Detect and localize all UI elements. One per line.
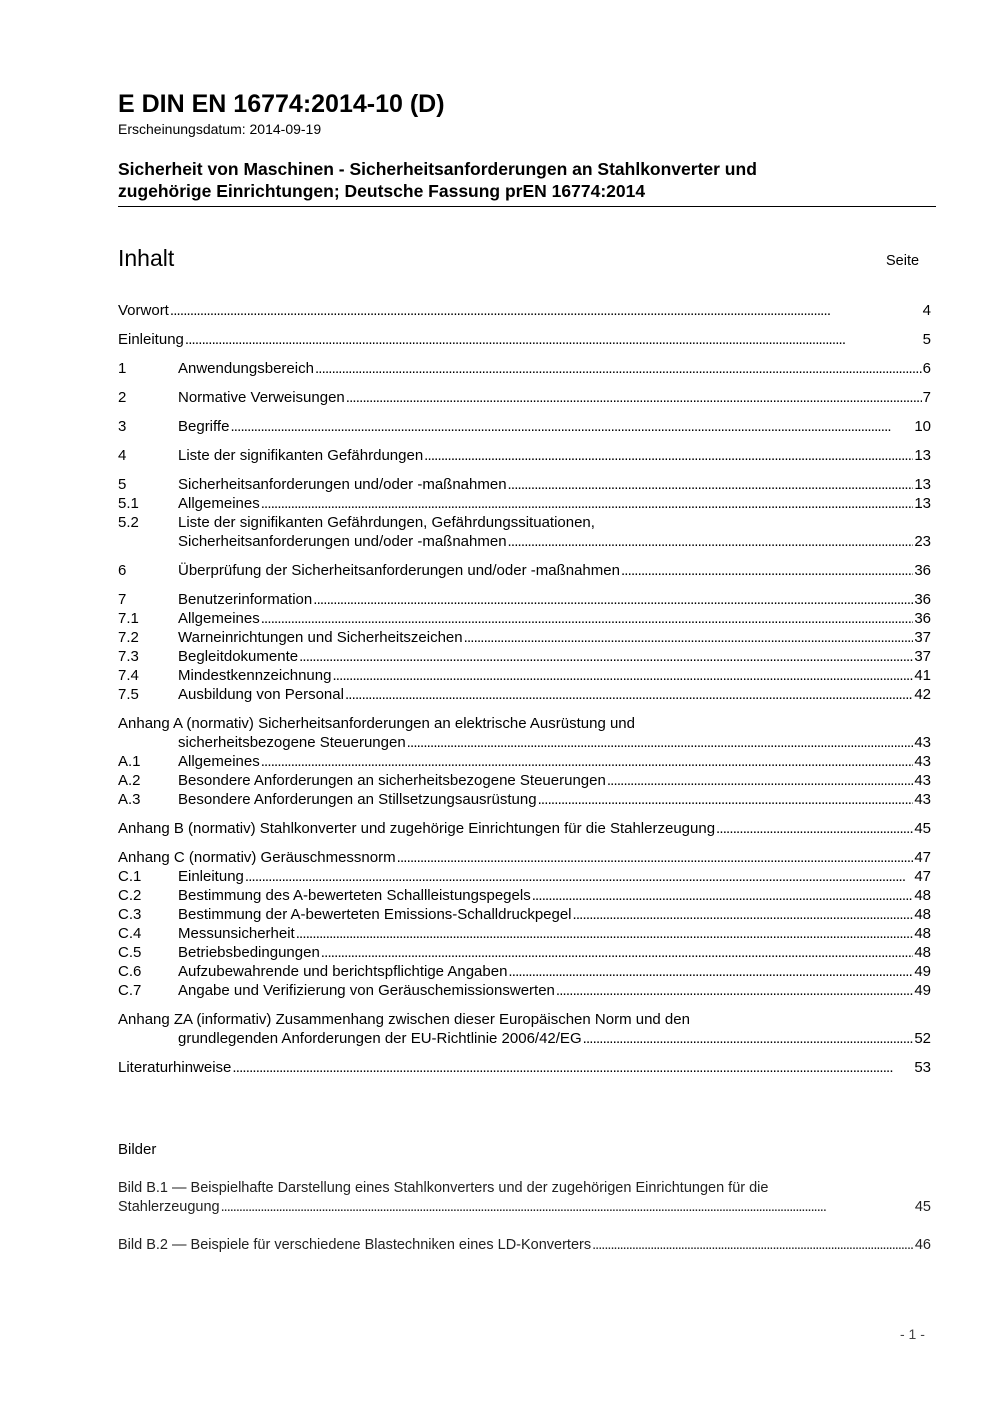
toc-entry[interactable] (118, 685, 931, 704)
toc-leader-dots (607, 771, 913, 790)
toc-leader-dots (261, 752, 914, 771)
toc-entry-title: Betriebsbedingungen (178, 944, 320, 961)
toc-entry-number: 7.2 (118, 629, 139, 646)
toc-leader-dots (345, 685, 913, 704)
toc-entry-number: 4 (118, 447, 127, 464)
toc-entry-number: C.4 (118, 925, 142, 942)
toc-entry-page: 13 (914, 476, 931, 493)
toc-entry-number: 7.1 (118, 610, 139, 627)
toc-entry-title: Messunsicherheit (178, 925, 295, 942)
toc-leader-dots (346, 388, 922, 407)
toc-entry[interactable] (118, 301, 931, 320)
toc-entry[interactable] (118, 714, 931, 733)
figure-entry-line (118, 1179, 931, 1198)
toc-entry[interactable] (118, 1010, 931, 1029)
toc-entry-page: 42 (914, 686, 931, 703)
toc-entry-page: 53 (914, 1059, 931, 1076)
toc-entry-number: 5.1 (118, 495, 139, 512)
toc-entry-page: 43 (914, 734, 931, 751)
toc-entry-page: 48 (914, 906, 931, 923)
toc-entry-number: C.5 (118, 944, 142, 961)
toc-entry-page: 13 (914, 495, 931, 512)
toc-entry-continuation[interactable] (118, 532, 931, 551)
toc-entry-page: 48 (914, 887, 931, 904)
toc-entry[interactable] (118, 1058, 931, 1077)
figure-leader-dots (592, 1236, 914, 1255)
toc-leader-dots (299, 647, 913, 666)
toc-entry-page: 43 (914, 772, 931, 789)
toc-entry-title: Begleitdokumente (178, 648, 299, 665)
toc-entry-page: 43 (914, 791, 931, 808)
toc-group (118, 1010, 931, 1048)
toc-leader-dots (315, 359, 922, 378)
document-subject (118, 158, 936, 207)
toc-entry-title: Allgemeines (178, 495, 260, 512)
toc-entry-page: 49 (914, 982, 931, 999)
toc-entry-title-continued: sicherheitsbezogene Steuerungen (178, 734, 406, 751)
document-title: E DIN EN 16774:2014-10 (D) (118, 90, 445, 118)
toc-entry-page: 37 (914, 629, 931, 646)
figures-heading: Bilder (118, 1141, 157, 1158)
toc-entry-title: Einleitung (178, 868, 244, 885)
toc-entry-number: 5.2 (118, 514, 139, 531)
toc-entry[interactable] (118, 590, 931, 609)
toc-entry-title: Warneinrichtungen und Sicherheitszeichen (178, 629, 463, 646)
toc-entry-number: 7 (118, 591, 127, 608)
toc-entry-number: 5 (118, 476, 127, 493)
figure-entry-line (118, 1198, 931, 1217)
toc-entry-page: 4 (922, 302, 931, 319)
toc-entry-number: 2 (118, 389, 127, 406)
toc-leader-dots (185, 330, 922, 349)
toc-entry-number: 6 (118, 562, 127, 579)
toc-leader-dots (296, 924, 914, 943)
toc-entry-page: 6 (922, 360, 931, 377)
toc-entry-page: 47 (914, 849, 931, 866)
toc-entry-title: Benutzerinformation (178, 591, 313, 608)
toc-group (118, 475, 931, 551)
toc-leader-dots (313, 590, 913, 609)
subject-line-2: zugehörige Einrichtungen; Deutsche Fassung prEN 16774:2014 (118, 181, 646, 201)
toc-heading: Inhalt (118, 245, 175, 271)
toc-entry-title: Anhang C (normativ) Geräuschmessnorm (118, 849, 396, 866)
figure-entry[interactable] (118, 1236, 931, 1255)
toc-entry-number: 1 (118, 360, 127, 377)
toc-leader-dots (573, 905, 914, 924)
toc-entry-number: A.2 (118, 772, 141, 789)
toc-entry[interactable] (118, 666, 931, 685)
toc-entry-title: Anhang ZA (informativ) Zusammenhang zwischen dieser Europäischen Norm und den (118, 1011, 690, 1028)
toc-entry-title: Mindestkennzeichnung (178, 667, 332, 684)
toc-entry-title: Anhang A (normativ) Sicherheitsanforderungen an elektrische Ausrüstung und (118, 715, 635, 732)
toc-entry-title: Bestimmung des A-bewerteten Schallleistungspegels (178, 887, 531, 904)
toc-entry[interactable] (118, 388, 931, 407)
figure-page: 46 (914, 1237, 931, 1253)
toc-entry-page: 48 (914, 944, 931, 961)
toc-entry-title: Liste der signifikanten Gefährdungen (178, 447, 424, 464)
toc-entry-page: 47 (914, 868, 931, 885)
toc-group (118, 359, 931, 378)
toc-entry-number: 7.5 (118, 686, 139, 703)
toc-entry[interactable] (118, 819, 931, 838)
toc-entry-number: A.1 (118, 753, 141, 770)
toc-group (118, 561, 931, 580)
toc-entry-title: Vorwort (118, 302, 169, 319)
toc-entry-title: Begriffe (178, 418, 230, 435)
toc-entry-page: 37 (914, 648, 931, 665)
figure-caption: Bild B.1 — Beispielhafte Darstellung eines Stahlkonverters und der zugehörigen Einrichtungen für die (118, 1180, 769, 1196)
toc-entry-number: A.3 (118, 791, 141, 808)
toc-entry-number: C.6 (118, 963, 142, 980)
toc-entry-title: Anwendungsbereich (178, 360, 314, 377)
toc-entry[interactable] (118, 790, 931, 809)
toc-leader-dots (508, 962, 913, 981)
toc-entry-page: 36 (914, 591, 931, 608)
toc-entry-title: Bestimmung der A-bewerteten Emissions-Schalldruckpegel (178, 906, 572, 923)
figure-entry[interactable] (118, 1179, 931, 1217)
toc-entry[interactable] (118, 943, 931, 962)
toc-entry[interactable] (118, 905, 931, 924)
toc-group (118, 590, 931, 704)
toc-entry[interactable] (118, 513, 931, 532)
toc-leader-dots (170, 301, 922, 320)
toc-entry-number: 7.3 (118, 648, 139, 665)
toc-entry[interactable] (118, 330, 931, 349)
toc-entry-page: 43 (914, 753, 931, 770)
toc-entry-title: Liste der signifikanten Gefährdungen, Gefährdungssituationen, (178, 514, 595, 531)
toc-entry-page: 52 (914, 1030, 931, 1047)
toc-entry-number: C.1 (118, 868, 142, 885)
toc-leader-dots (508, 475, 914, 494)
toc-group (118, 1058, 931, 1077)
toc-entry[interactable] (118, 628, 931, 647)
toc-entry-page: 48 (914, 925, 931, 942)
toc-entry[interactable] (118, 609, 931, 628)
toc-leader-dots (261, 494, 914, 513)
toc-group (118, 330, 931, 349)
page-column-label: Seite (886, 253, 920, 269)
toc-entry[interactable] (118, 475, 931, 494)
toc-leader-dots (230, 417, 913, 436)
toc-leader-dots (621, 561, 913, 580)
toc-entry[interactable] (118, 867, 931, 886)
toc-leader-dots (332, 666, 913, 685)
toc-leader-dots (407, 733, 914, 752)
toc-entry-number: C.3 (118, 906, 142, 923)
toc-group (118, 714, 931, 809)
toc-leader-dots (556, 981, 913, 1000)
toc-entry[interactable] (118, 886, 931, 905)
toc-entry-page: 41 (914, 667, 931, 684)
toc-entry-title: Aufzubewahrende und berichtspflichtige Angaben (178, 963, 508, 980)
toc-leader-dots (583, 1029, 914, 1048)
toc-entry-page: 23 (914, 533, 931, 550)
toc-entry[interactable] (118, 494, 931, 513)
toc-group (118, 388, 931, 407)
toc-entry-title: Besondere Anforderungen an sicherheitsbezogene Steuerungen (178, 772, 606, 789)
page-number: - 1 - (900, 1326, 925, 1342)
toc-entry[interactable] (118, 647, 931, 666)
toc-entry[interactable] (118, 848, 931, 867)
toc-entry[interactable] (118, 417, 931, 436)
figure-caption-continued: Stahlerzeugung (118, 1199, 220, 1215)
toc-entry-number: C.2 (118, 887, 142, 904)
toc-entry-number: 3 (118, 418, 127, 435)
toc-entry-title: Normative Verweisungen (178, 389, 345, 406)
figure-page: 45 (914, 1199, 931, 1215)
publication-date: Erscheinungsdatum: 2014-09-19 (118, 121, 322, 137)
toc-entry-title-continued: grundlegenden Anforderungen der EU-Richtlinie 2006/42/EG (178, 1030, 582, 1047)
subject-line-1: Sicherheit von Maschinen - Sicherheitsanforderungen an Stahlkonverter und (118, 159, 757, 179)
toc-leader-dots (321, 943, 914, 962)
toc-entry[interactable] (118, 771, 931, 790)
toc-entry-continuation[interactable] (118, 1029, 931, 1048)
toc-entry[interactable] (118, 962, 931, 981)
toc-leader-dots (508, 532, 914, 551)
toc-entry-number: C.7 (118, 982, 142, 999)
toc-group (118, 417, 931, 436)
toc-leader-dots (424, 446, 913, 465)
figure-entry-line (118, 1236, 931, 1255)
figure-leader-dots (221, 1198, 914, 1217)
toc-leader-dots (232, 1058, 913, 1077)
figure-caption: Bild B.2 — Beispiele für verschiedene Blastechniken eines LD-Konverters (118, 1237, 592, 1253)
toc-leader-dots (245, 867, 913, 886)
toc-entry-page: 36 (914, 562, 931, 579)
toc-group (118, 446, 931, 465)
toc-entry[interactable] (118, 359, 931, 378)
toc-entry-page: 45 (914, 820, 931, 837)
toc-entry[interactable] (118, 752, 931, 771)
toc-entry-title: Allgemeines (178, 610, 260, 627)
toc-entry-continuation[interactable] (118, 733, 931, 752)
toc-entry-title: Einleitung (118, 331, 184, 348)
toc-entry-page: 10 (914, 418, 931, 435)
toc-entry-page: 36 (914, 610, 931, 627)
toc-entry-page: 7 (922, 389, 931, 406)
toc-entry-page: 49 (914, 963, 931, 980)
toc-entry-title-continued: Sicherheitsanforderungen und/oder -maßnahmen (178, 533, 507, 550)
toc-entry[interactable] (118, 561, 931, 580)
toc-leader-dots (397, 848, 914, 867)
toc-entry-title: Angabe und Verifizierung von Geräuschemissionswerten (178, 982, 555, 999)
toc-leader-dots (261, 609, 914, 628)
toc-group (118, 301, 931, 320)
toc-entry[interactable] (118, 446, 931, 465)
toc-entry[interactable] (118, 924, 931, 943)
table-of-contents (118, 301, 931, 1087)
toc-entry-title: Überprüfung der Sicherheitsanforderungen und/oder -maßnahmen (178, 562, 620, 579)
toc-group (118, 819, 931, 838)
toc-entry-title: Literaturhinweise (118, 1059, 232, 1076)
toc-entry-title: Sicherheitsanforderungen und/oder -maßnahmen (178, 476, 507, 493)
toc-leader-dots (716, 819, 913, 838)
toc-leader-dots (464, 628, 914, 647)
toc-entry-page: 5 (922, 331, 931, 348)
toc-entry-title: Besondere Anforderungen an Stillsetzungsausrüstung (178, 791, 537, 808)
toc-leader-dots (532, 886, 914, 905)
toc-leader-dots (538, 790, 914, 809)
toc-entry[interactable] (118, 981, 931, 1000)
figures-list (118, 1179, 931, 1274)
toc-entry-title: Anhang B (normativ) Stahlkonverter und zugehörige Einrichtungen für die Stahlerzeugung (118, 820, 716, 837)
toc-entry-number: 7.4 (118, 667, 139, 684)
toc-entry-page: 13 (914, 447, 931, 464)
toc-entry-title: Allgemeines (178, 753, 260, 770)
toc-entry-title: Ausbildung von Personal (178, 686, 344, 703)
toc-group (118, 848, 931, 1000)
